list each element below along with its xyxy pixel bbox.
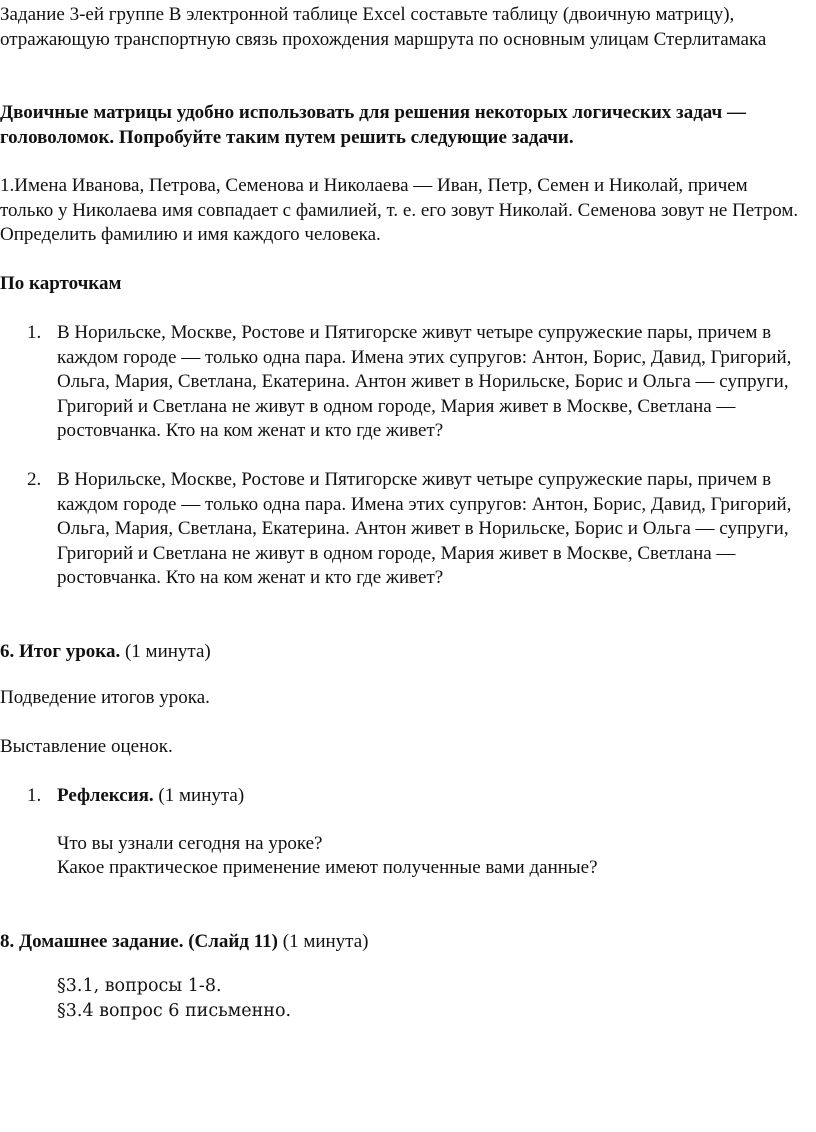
reflection-number: 1. [27,785,42,806]
reflection-question-2: Какое практическое применение имеют полученные вами данные? [57,857,598,878]
task-paragraph: Задание 3-ей группе В электронной таблице Excel составьте таблицу (двоичную матрицу), отражающую транспортную связь прохождения маршрута по основным улицам Стерлитамака [0,4,767,50]
homework-duration: (1 минута) [278,931,369,952]
summary-duration: (1 минута) [120,641,211,662]
list-item-number: 1. [27,322,42,343]
summary-heading [0,640,800,665]
summary-title: 6. Итог урока. [0,641,121,662]
summary-line-2: Выставление оценок. [0,736,173,757]
homework-heading [0,930,800,955]
binary-matrix-heading: Двоичные матрицы удобно использовать для решения некоторых логических задач — головоломок. Попробуйте таким путем решить следующие задачи. [0,102,747,148]
reflection-title: Рефлексия. [57,785,154,806]
problem-1-paragraph: 1.Имена Иванова, Петрова, Семенова и Николаева — Иван, Петр, Семен и Николай, причем только у Николаева имя совпадает с фамилией, т. е. его зовут Николай. Семенова зовут не Петром. Определить фамилию и имя каждого человека. [0,175,799,245]
summary-line-1: Подведение итогов урока. [0,687,210,708]
reflection-question-1: Что вы узнали сегодня на уроке? [57,833,323,854]
cards-heading: По карточкам [0,273,122,294]
reflection-heading [57,784,802,809]
homework-item-1: §3.1, вопросы 1-8. [57,976,222,996]
list-item-text: В Норильске, Москве, Ростове и Пятигорске живут четыре супружеские пары, причем в каждом городе — только одна пара. Имена этих супругов: Антон, Борис, Давид, Григорий, Ольга, Мария, Светлана, Екатерина. Антон живет в Норильске, Борис и Ольга — супруги, Григорий и Светлана не живут в одном городе, Мария живет в Москве, Светлана — ростовчанка. Кто на ком женат и кто где живет? [57,469,792,588]
reflection-duration: (1 минута) [153,785,245,806]
homework-title: 8. Домашнее задание. (Слайд 11) [0,931,278,952]
list-item-number: 2. [27,469,42,490]
homework-item-2: §3.4 вопрос 6 письменно. [57,1001,292,1021]
list-item-text: В Норильске, Москве, Ростове и Пятигорске живут четыре супружеские пары, причем в каждом городе — только одна пара. Имена этих супругов: Антон, Борис, Давид, Григорий, Ольга, Мария, Светлана, Екатерина. Антон живет в Норильске, Борис и Ольга — супруги, Григорий и Светлана не живут в одном городе, Мария живет в Москве, Светлана — ростовчанка. Кто на ком женат и кто где живет? [57,322,792,441]
